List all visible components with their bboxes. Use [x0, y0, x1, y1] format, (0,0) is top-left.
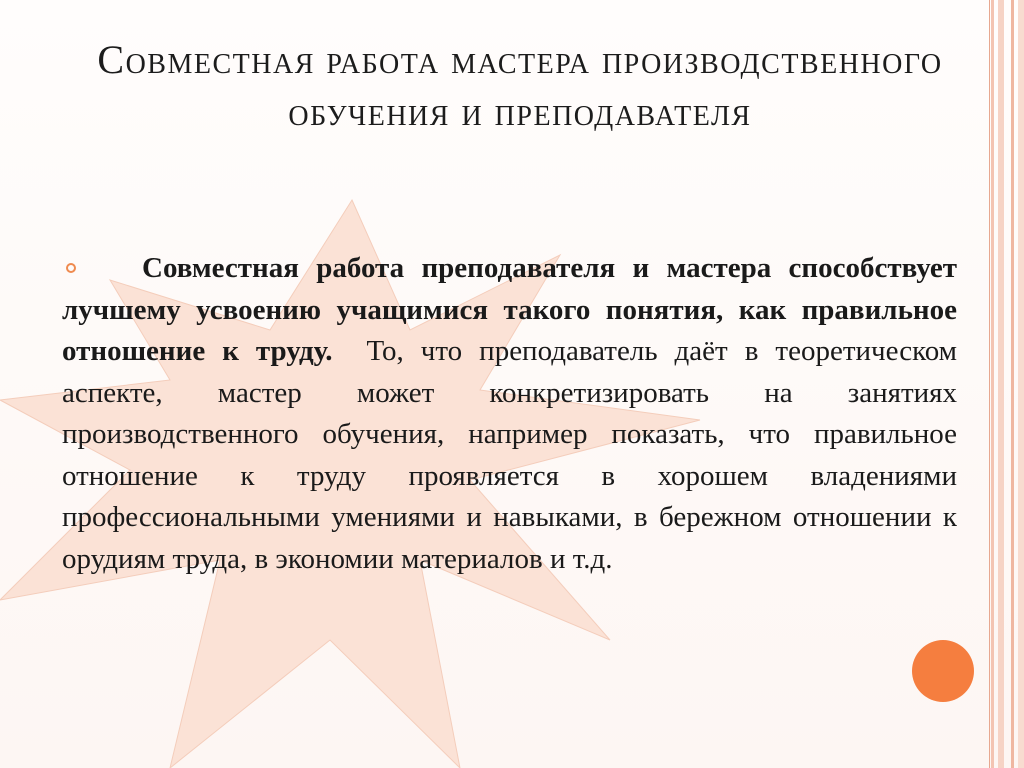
orange-circle-decoration: [912, 640, 974, 702]
bold-lead-text: Совместная работа преподавателя и мастера способствует лучшему усвоению учащимися такого понятия, как правильное отношение к труду.: [62, 252, 957, 367]
slide-body: [62, 248, 957, 580]
slide-title: Совместная работа мастера производственного обучения и преподавателя: [97, 37, 943, 134]
bullet-paragraph: [62, 248, 957, 580]
right-stripes-decoration: [976, 0, 1024, 768]
right-border-line: [989, 0, 990, 768]
body-text: То, что преподаватель даёт в теоретическом аспекте, мастер может конкретизировать на занятиях производственного обучения, например показать, что правильное отношение к труду проявляется в хорошем владениями профессиональными умениями и навыками, в бережном отношении к орудиям труда, в экономии материалов и т.д.: [62, 335, 958, 575]
